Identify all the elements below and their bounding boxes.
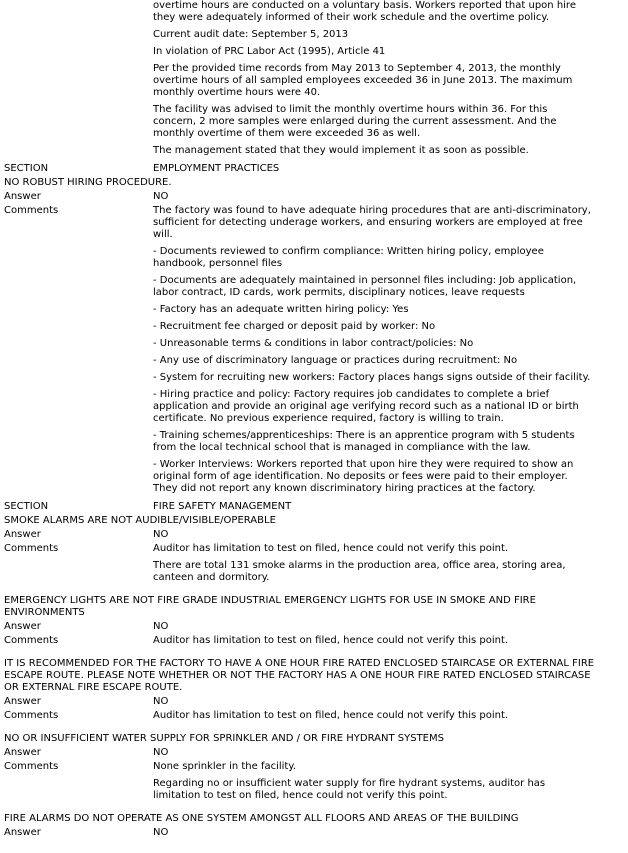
overtime-comment-paragraph: Per the provided time records from May 2013 to September 4, 2013, the monthly overtime hours of all sampled employees exceeded 36 in June 2013. The maximum monthly overtime hours were 40. xyxy=(153,63,573,98)
comments-list xyxy=(153,761,593,802)
comments-list xyxy=(153,635,593,647)
answer-label: Answer xyxy=(4,696,41,707)
comments-row xyxy=(4,205,624,495)
section-row-fire-safety xyxy=(4,501,624,513)
comments-list xyxy=(153,543,593,584)
comment-paragraph: - Documents are adequately maintained in personnel files including: Job application, labor contract, ID cards, work permits, disciplinary notices, leave requests xyxy=(153,275,577,298)
answer-label: Answer xyxy=(4,747,41,758)
comments-label: Comments xyxy=(4,635,59,646)
answer-value: NO xyxy=(153,191,169,202)
answer-row xyxy=(4,621,624,633)
finding-heading: NO ROBUST HIRING PROCEDURE. xyxy=(4,177,172,188)
finding-heading: FIRE ALARMS DO NOT OPERATE AS ONE SYSTEM AMONGST ALL FLOORS AND AREAS OF THE BUILDING xyxy=(4,813,519,824)
comment-paragraph: There are total 131 smoke alarms in the production area, office area, storing area, canteen and dormitory. xyxy=(153,560,566,583)
answer-row xyxy=(4,747,624,759)
comments-row xyxy=(4,710,624,722)
finding-heading: EMERGENCY LIGHTS ARE NOT FIRE GRADE INDUSTRIAL EMERGENCY LIGHTS FOR USE IN SMOKE AND FIRE ENVIRONMENTS xyxy=(4,595,536,618)
comment-paragraph: - Factory has an adequate written hiring policy: Yes xyxy=(153,304,409,315)
section-name: EMPLOYMENT PRACTICES xyxy=(153,163,280,174)
section-label: SECTION xyxy=(4,163,49,174)
section-name: FIRE SAFETY MANAGEMENT xyxy=(153,501,292,512)
comment-paragraph: - Any use of discriminatory language or practices during recruitment: No xyxy=(153,355,518,366)
section-label: SECTION xyxy=(4,501,49,512)
answer-row xyxy=(4,696,624,708)
overtime-comment-paragraph: Current audit date: September 5, 2013 xyxy=(153,29,349,40)
comment-paragraph: Auditor has limitation to test on filed, hence could not verify this point. xyxy=(153,543,509,554)
comment-paragraph: The factory was found to have adequate hiring procedures that are anti-discriminatory, sufficient for detecting underage workers, and ensuring workers are employed at free will. xyxy=(153,205,591,240)
overtime-comments xyxy=(153,0,593,157)
comments-row xyxy=(4,635,624,647)
answer-value: NO xyxy=(153,529,169,540)
answer-value: NO xyxy=(153,747,169,758)
overtime-comment-paragraph: The management stated that they would implement it as soon as possible. xyxy=(153,145,529,156)
comment-paragraph: Regarding no or insufficient water supply for fire hydrant systems, auditor has limitation to test on filed, hence could not verify this point. xyxy=(153,778,546,801)
comment-paragraph: - Recruitment fee charged or deposit paid by worker: No xyxy=(153,321,436,332)
finding-heading: NO OR INSUFFICIENT WATER SUPPLY FOR SPRINKLER AND / OR FIRE HYDRANT SYSTEMS xyxy=(4,733,444,744)
comment-paragraph: - System for recruiting new workers: Factory places hangs signs outside of their facility. xyxy=(153,372,591,383)
comments-list xyxy=(153,710,593,722)
finding-heading: SMOKE ALARMS ARE NOT AUDIBLE/VISIBLE/OPERABLE xyxy=(4,515,276,526)
overtime-comment-paragraph: overtime hours are conducted on a voluntary basis. Workers reported that upon hire they were adequately informed of their work schedule and the overtime policy. xyxy=(153,0,576,23)
comment-paragraph: Auditor has limitation to test on filed, hence could not verify this point. xyxy=(153,635,509,646)
comment-paragraph: - Unreasonable terms & conditions in labor contract/policies: No xyxy=(153,338,474,349)
comments-row xyxy=(4,761,624,802)
answer-label: Answer xyxy=(4,529,41,540)
comment-paragraph: - Worker Interviews: Workers reported that upon hire they were required to show an original form of age identification. No deposits or fees were paid to their employer. They did not report any known discriminatory hiring practices at the factory. xyxy=(153,459,574,494)
answer-row xyxy=(4,191,624,203)
comment-paragraph: - Hiring practice and policy: Factory requires job candidates to complete a brief application and provide an original age verifying record such as a national ID or birth certificate. No previous experience required, factory is willing to train. xyxy=(153,389,579,424)
answer-label: Answer xyxy=(4,827,41,838)
comments-label: Comments xyxy=(4,543,59,554)
answer-label: Answer xyxy=(4,621,41,632)
section-row-employment xyxy=(4,163,624,175)
finding-heading: IT IS RECOMMENDED FOR THE FACTORY TO HAVE A ONE HOUR FIRE RATED ENCLOSED STAIRCASE OR EXTERNAL FIRE ESCAPE ROUTE. PLEASE NOTE WHETHER OR NOT THE FACTORY HAS A ONE HOUR FIRE RATED ENCLOSED STAIRCASE OR EXTERNAL FIRE ESCAPE ROUTE. xyxy=(4,658,595,693)
answer-value: NO xyxy=(153,696,169,707)
comment-paragraph: Auditor has limitation to test on filed, hence could not verify this point. xyxy=(153,710,509,721)
overtime-comment-paragraph: The facility was advised to limit the monthly overtime hours within 36. For this concern, 2 more samples were enlarged during the current assessment. And the monthly overtime of them were exceeded 36 as well. xyxy=(153,104,557,139)
comments-row xyxy=(4,543,624,584)
answer-row xyxy=(4,827,624,839)
comments-list xyxy=(153,205,593,495)
comment-paragraph: None sprinkler in the facility. xyxy=(153,761,297,772)
comments-label: Comments xyxy=(4,710,59,721)
comments-label: Comments xyxy=(4,205,59,216)
answer-value: NO xyxy=(153,621,169,632)
answer-label: Answer xyxy=(4,191,41,202)
comment-paragraph: - Documents reviewed to confirm compliance: Written hiring policy, employee handbook, personnel files xyxy=(153,246,544,269)
comments-label: Comments xyxy=(4,761,59,772)
audit-report-page xyxy=(4,0,624,839)
answer-value: NO xyxy=(153,827,169,838)
overtime-finding-block xyxy=(4,0,624,157)
answer-row xyxy=(4,529,624,541)
overtime-comment-paragraph: In violation of PRC Labor Act (1995), Article 41 xyxy=(153,46,386,57)
comment-paragraph: - Training schemes/apprenticeships: There is an apprentice program with 5 students from the local technical school that is managed in compliance with the law. xyxy=(153,430,575,453)
